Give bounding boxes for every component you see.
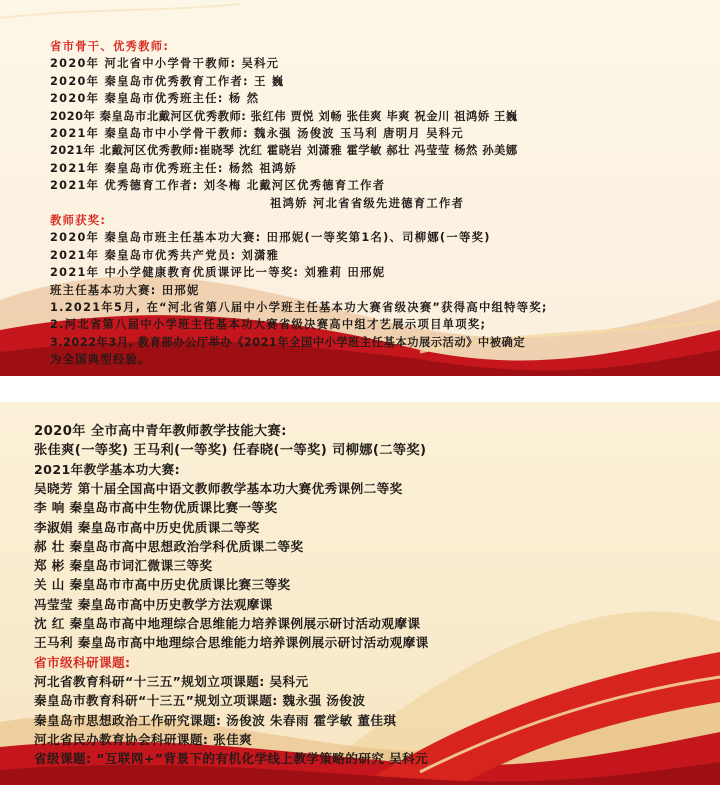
award-line: 2020年 秦皇岛市优秀教育工作者: 王 巍 — [50, 74, 285, 88]
award-line: 关 山 秦皇岛市市高中历史优质课比赛三等奖 — [34, 577, 291, 593]
award-line: 秦皇岛市教育科研“十三五”规划立项课题: 魏永强 汤俊波 — [34, 693, 366, 709]
award-line: 河北省教育科研“十三五”规划立项课题: 吴科元 — [34, 673, 309, 689]
section-heading: 教师获奖: — [50, 214, 107, 227]
award-line: 为全国典型经验。 — [50, 353, 151, 367]
award-line: 2021年 秦皇岛市优秀共产党员: 刘潇雅 — [50, 248, 280, 262]
award-line: 2020年 秦皇岛市北戴河区优秀教师: 张红伟 贾悦 刘畅 张佳爽 毕爽 祝金川 祖鸿娇 王巍 — [50, 109, 518, 123]
award-line: 河北省民办教育协会科研课题: 张佳爽 — [34, 731, 253, 747]
awards-panel-bottom — [0, 402, 720, 785]
award-line: 班主任基本功大赛: 田邢妮 — [50, 283, 200, 297]
award-line: 2020年 河北省中小学骨干教师: 吴科元 — [50, 57, 280, 71]
award-line: 李淑娟 秦皇岛市高中历史优质课二等奖 — [34, 519, 260, 535]
award-line: 王马利 秦皇岛市高中地理综合思维能力培养课例展示研讨活动观摩课 — [34, 635, 429, 651]
awards-panel-top — [0, 0, 720, 376]
award-line: 郝 壮 秦皇岛市高中思想政治学科优质课二等奖 — [34, 538, 304, 554]
award-line: 2021年教学基本功大赛: — [34, 461, 181, 477]
award-line: 1.2021年5月, 在“河北省第八届中小学班主任基本功大赛省级决赛”获得高中组特等奖; — [50, 301, 548, 314]
award-line: 2020年 秦皇岛市优秀班主任: 杨 然 — [50, 92, 260, 106]
award-line: 2021年 秦皇岛市优秀班主任: 杨然 祖鸿娇 — [50, 161, 298, 175]
award-line: 吴晓芳 第十届全国高中语文教师教学基本功大赛优秀课例二等奖 — [34, 480, 403, 496]
award-line: 李 响 秦皇岛市高中生物优质课比赛一等奖 — [34, 500, 278, 516]
section-heading: 省市级科研课题: — [34, 654, 131, 670]
award-line: 3.2022年3月, 教育部办公厅举办《2021年全国中小学班主任基本功展示活动》中被确定 — [50, 335, 526, 349]
award-line: 2.河北省第八届中小学班主任基本功大赛省级决赛高中组才艺展示项目单项奖; — [50, 318, 487, 332]
award-line: 2021年 北戴河区优秀教师:崔晓琴 沈红 霍晓岩 刘潇雅 霍学敏 郝壮 冯莹莹 杨然 孙美娜 — [50, 144, 518, 158]
panel-gap — [0, 376, 720, 402]
award-line: 郑 彬 秦皇岛市词汇微课三等奖 — [34, 558, 213, 574]
section-heading: 省市骨干、优秀教师: — [50, 40, 170, 53]
award-line: 2021年 秦皇岛市中小学骨干教师: 魏永强 汤俊波 玉马利 唐明月 吴科元 — [50, 127, 464, 140]
award-line: 沈 红 秦皇岛市高中地理综合思维能力培养课例展示研讨活动观摩课 — [34, 616, 421, 631]
award-line: 秦皇岛市思想政治工作研究课题: 汤俊波 朱春雨 霍学敏 董佳琪 — [34, 712, 397, 728]
award-line: 冯莹莹 秦皇岛市高中历史教学方法观摩课 — [34, 596, 273, 612]
award-line: 2021年 优秀德育工作者: 刘冬梅 北戴河区优秀德育工作者 — [50, 179, 386, 193]
award-line: 省级课题: “互联网+”背景下的有机化学线上教学策略的研究 吴科元 — [34, 751, 429, 767]
award-line: 祖鸿娇 河北省省级先进德育工作者 — [270, 196, 465, 210]
award-line: 2020年 全市高中青年教师教学技能大赛: — [34, 424, 287, 439]
award-line: 2020年 秦皇岛市班主任基本功大赛: 田邢妮(一等奖第1名)、司柳娜(一等奖) — [50, 231, 491, 245]
award-line: 2021年 中小学健康教育优质课评比一等奖: 刘雅莉 田邢妮 — [50, 266, 386, 280]
award-line: 张佳爽(一等奖) 王马利(一等奖) 任春晓(一等奖) 司柳娜(二等奖) — [34, 443, 427, 459]
